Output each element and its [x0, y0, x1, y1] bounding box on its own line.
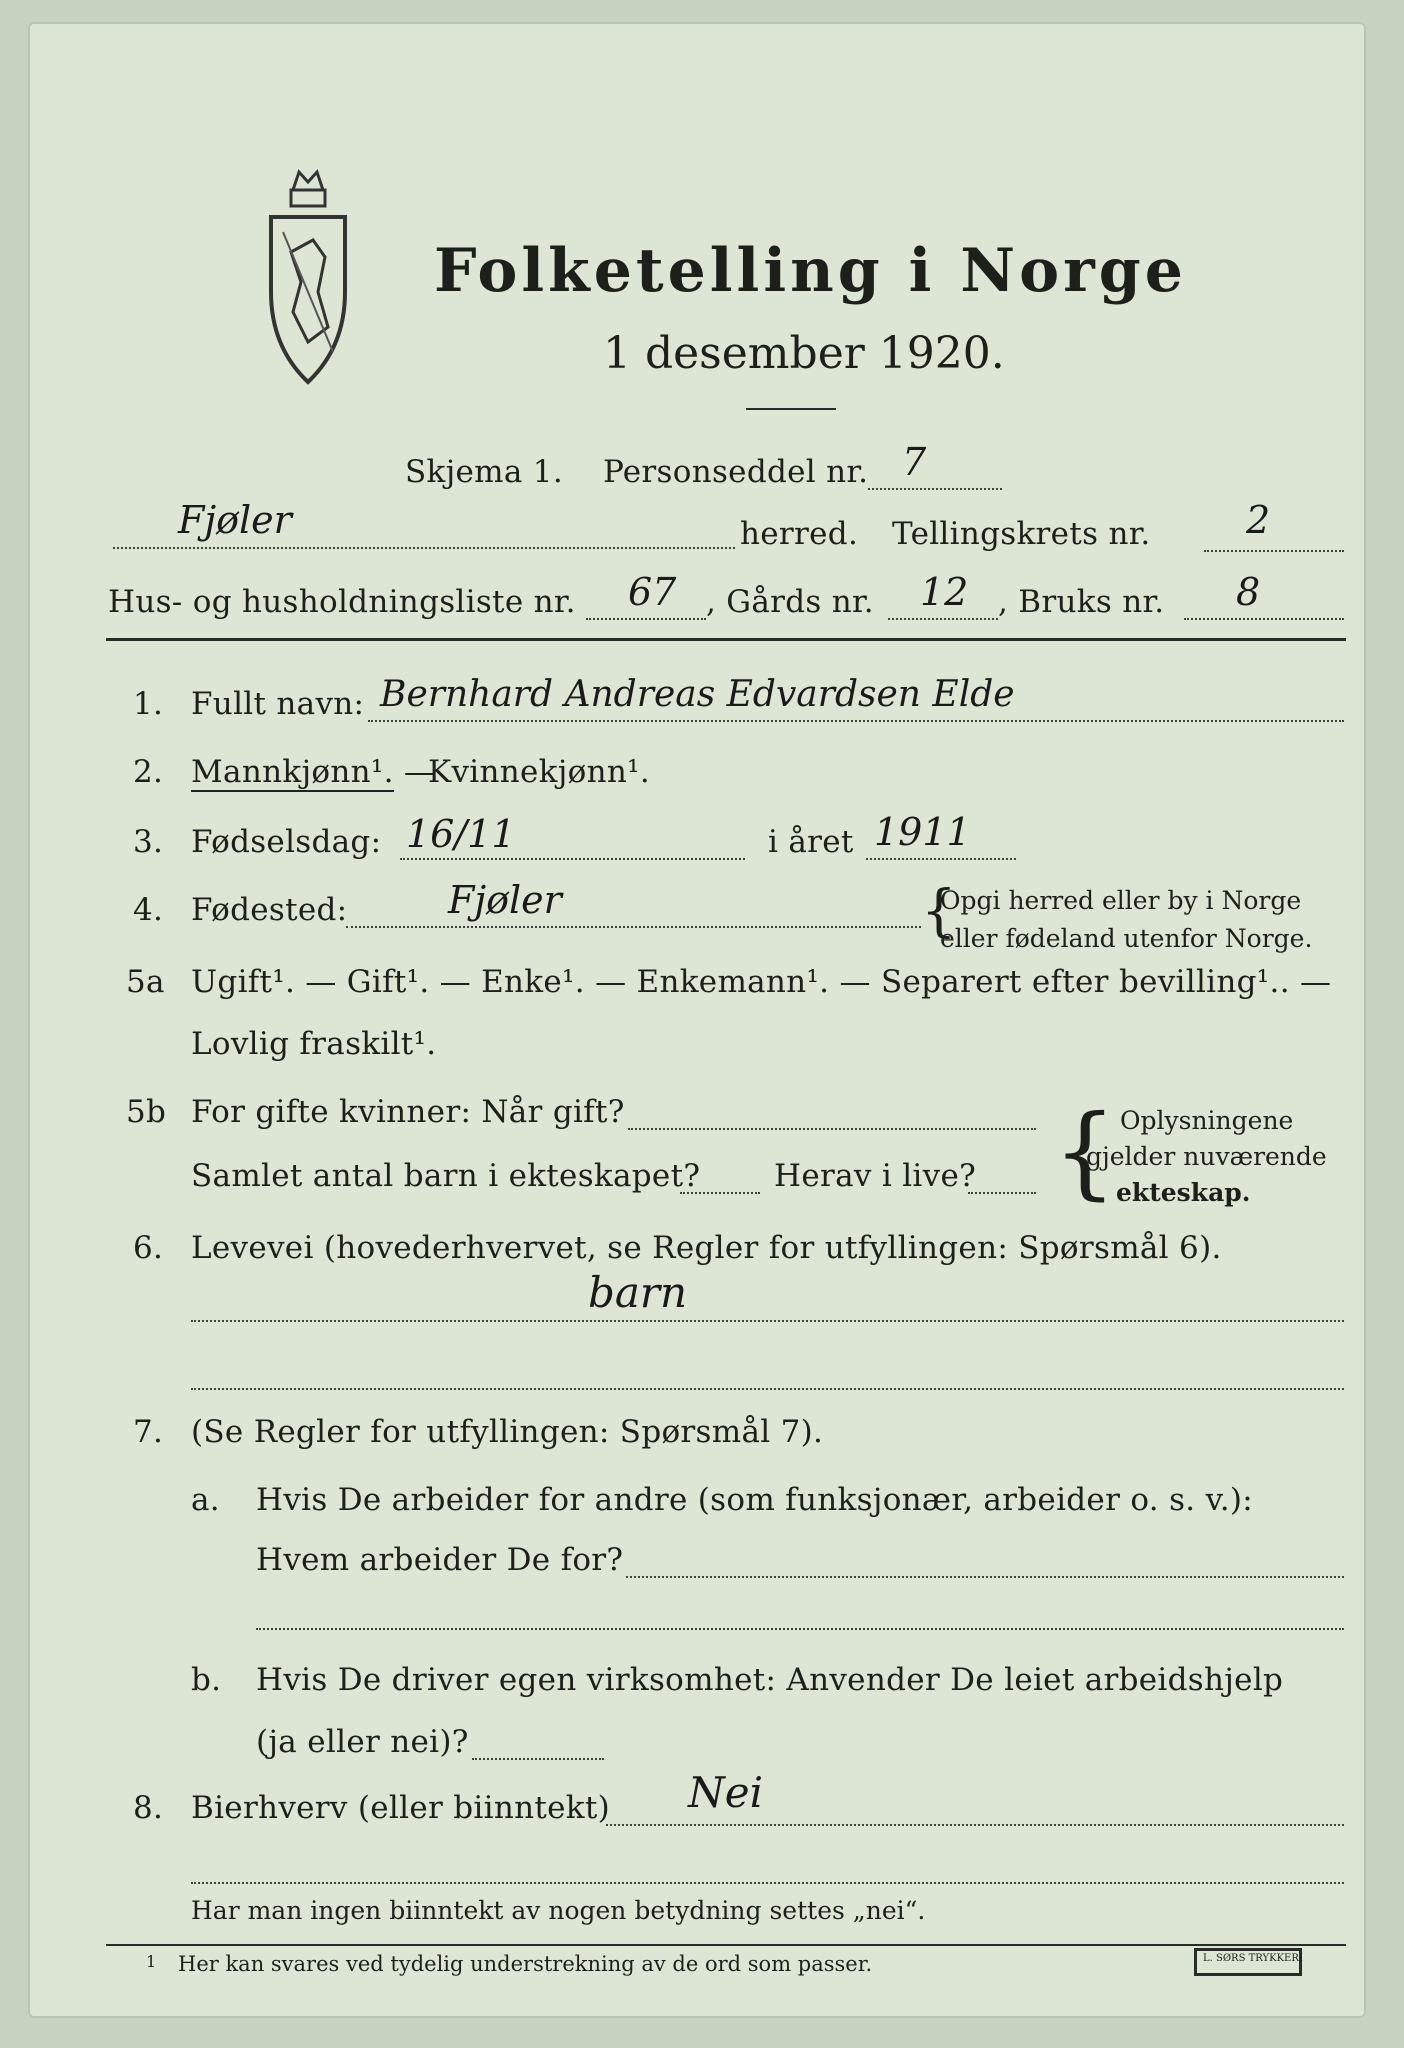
q5b-children-line [680, 1192, 760, 1194]
q8-line2 [191, 1882, 1344, 1884]
q1-line [368, 720, 1344, 722]
herred-label: herred. [740, 516, 859, 552]
tellingskrets-line [1204, 550, 1344, 552]
personseddel-value[interactable]: 7 [902, 440, 927, 484]
q1-number: 1. [133, 686, 164, 722]
q8-number: 8. [133, 1790, 164, 1826]
q5a-number: 5a [126, 964, 165, 1000]
header-rule [106, 638, 1346, 641]
hus-line [586, 618, 706, 620]
page-date: 1 desember 1920. [603, 328, 1005, 379]
q3-year-label: i året [768, 824, 854, 860]
q7b-label: Hvis De driver egen virksomhet: Anvender De leiet arbeidshjelp [256, 1662, 1284, 1698]
q4-label: Fødested: [191, 892, 348, 928]
gards-value[interactable]: 12 [920, 570, 969, 614]
title-divider [746, 408, 836, 410]
q7b-line [472, 1758, 604, 1760]
q5a-options[interactable]: Ugift¹. — Gift¹. — Enke¹. — Enkemann¹. — Separert efter bevilling¹.. — [191, 964, 1332, 1000]
q5a-options-cont[interactable]: Lovlig fraskilt¹. [191, 1026, 437, 1062]
q1-label: Fullt navn: [191, 686, 365, 722]
q4-note-line1: Opgi herred eller by i Norge [940, 886, 1302, 915]
q5b-alive-label: Herav i live? [774, 1158, 977, 1194]
page-title: Folketelling i Norge [434, 236, 1187, 306]
coat-of-arms-icon [263, 162, 353, 392]
q7a-number: a. [191, 1482, 220, 1518]
q2-female-option[interactable]: Kvinnekjønn¹. [428, 754, 651, 790]
footnote-text: Her kan svares ved tydelig understrekning av de ord som passer. [178, 1952, 873, 1976]
q5b-note-line3: ekteskap. [1116, 1178, 1251, 1207]
q7a-employer-line [626, 1576, 1344, 1578]
q2-number: 2. [133, 754, 164, 790]
q5b-note-line2: gjelder nuværende [1086, 1142, 1327, 1171]
tellingskrets-value[interactable]: 2 [1246, 498, 1271, 542]
herred-value[interactable]: Fjøler [178, 498, 292, 542]
q3-number: 3. [133, 824, 164, 860]
footnote-mark: 1 [146, 1952, 157, 1971]
gards-line [888, 618, 998, 620]
personseddel-label: Personseddel nr. [603, 454, 869, 490]
printer-stamp [1194, 1948, 1302, 1976]
printer-stamp-text: L. SØRS TRYKKERI [1203, 1953, 1303, 1964]
q8-line [606, 1824, 1344, 1826]
q7a-label: Hvis De arbeider for andre (som funksjonær, arbeider o. s. v.): [256, 1482, 1254, 1518]
q5b-number: 5b [126, 1094, 167, 1130]
q6-line1 [191, 1320, 1344, 1322]
bruks-value[interactable]: 8 [1236, 570, 1261, 614]
q5b-alive-line [968, 1192, 1036, 1194]
q4-number: 4. [133, 892, 164, 928]
q6-number: 6. [133, 1230, 164, 1266]
q5b-brace: { [1053, 1093, 1117, 1210]
q3-year-line [866, 858, 1016, 860]
hus-label: Hus- og husholdningsliste nr. [108, 584, 576, 620]
q7b-label-cont: (ja eller nei)? [256, 1724, 469, 1760]
q8-label: Bierhverv (eller biinntekt) [191, 1790, 611, 1826]
q5b-children-label: Samlet antal barn i ekteskapet? [191, 1158, 701, 1194]
personseddel-line [868, 488, 1002, 490]
q7a-employer-label: Hvem arbeider De for? [256, 1542, 624, 1578]
full-name-value[interactable]: Bernhard Andreas Edvardsen Elde [380, 674, 1015, 715]
q6-label: Levevei (hovederhvervet, se Regler for utfyllingen: Spørsmål 6). [191, 1230, 1222, 1266]
side-income-value[interactable]: Nei [688, 1768, 764, 1817]
census-form-page [28, 22, 1366, 2018]
q5b-note-line1: Oplysningene [1120, 1106, 1294, 1135]
q5b-married-line [628, 1128, 1036, 1130]
q7-label: (Se Regler for utfyllingen: Spørsmål 7). [191, 1414, 824, 1450]
tellingskrets-label: Tellingskrets nr. [892, 516, 1151, 552]
birthday-value[interactable]: 16/11 [406, 812, 516, 856]
q4-brace: { [921, 879, 957, 944]
herred-line [113, 547, 735, 549]
hus-value[interactable]: 67 [628, 570, 677, 614]
bruks-label: , Bruks nr. [998, 584, 1165, 620]
q2-male-option[interactable] [191, 754, 435, 790]
q7-number: 7. [133, 1414, 164, 1450]
footer-rule [106, 1944, 1346, 1946]
q2-separator: — [393, 754, 436, 790]
q2-male-label: Mannkjønn¹. [191, 754, 394, 790]
q6-line2 [191, 1388, 1344, 1390]
q5b-label: For gifte kvinner: Når gift? [191, 1094, 625, 1130]
birth-year-value[interactable]: 1911 [874, 810, 971, 854]
q7a-employer-line2 [256, 1628, 1344, 1630]
q4-note-line2: eller fødeland utenfor Norge. [940, 924, 1313, 953]
gards-label: , Gårds nr. [706, 584, 874, 620]
q7b-number: b. [191, 1662, 222, 1698]
bruks-line [1184, 618, 1344, 620]
q3-label: Fødselsdag: [191, 824, 382, 860]
instruction-note: Har man ingen biinntekt av nogen betydning settes „nei“. [191, 1896, 926, 1925]
occupation-value[interactable]: barn [588, 1268, 688, 1317]
skjema-label: Skjema 1. [405, 454, 563, 490]
q4-line [346, 926, 921, 928]
q3-line [400, 858, 745, 860]
birthplace-value[interactable]: Fjøler [448, 878, 562, 922]
